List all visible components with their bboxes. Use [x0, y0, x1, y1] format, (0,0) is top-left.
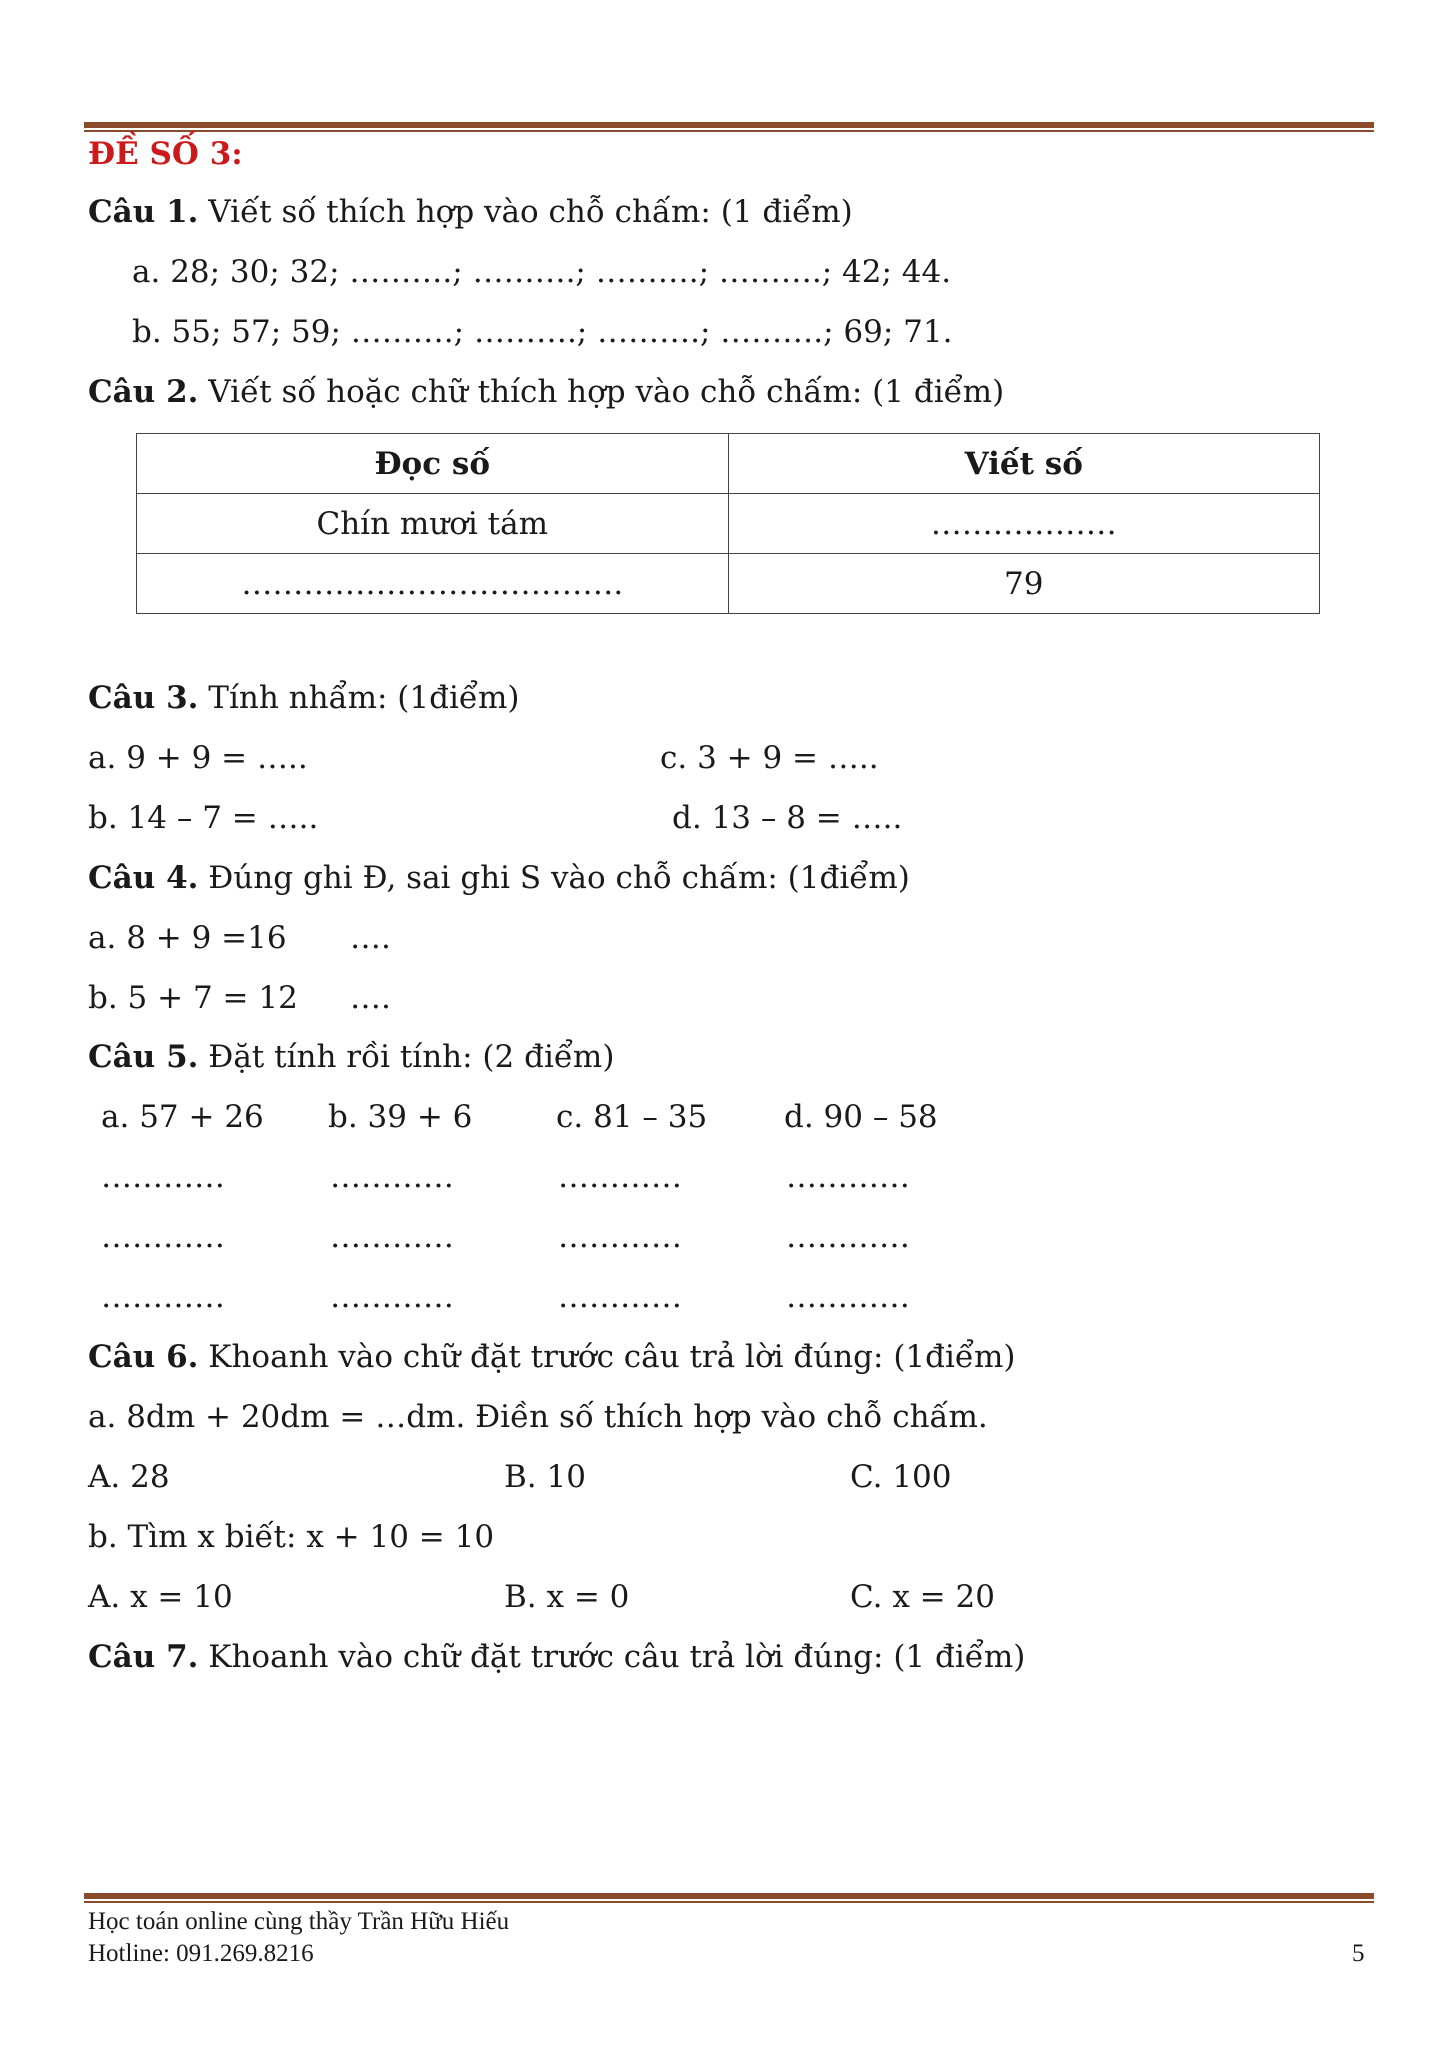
question-6 [88, 1337, 1015, 1377]
q5-item-c: c. 81 – 35 [556, 1099, 708, 1135]
table-cell: 79 [728, 554, 1320, 614]
question-5 [88, 1037, 614, 1077]
q3-item-c: c. 3 + 9 = ….. [660, 740, 879, 776]
header-rule [84, 122, 1374, 132]
work-blank: ………… [558, 1159, 682, 1195]
work-blank: ………… [558, 1219, 682, 1255]
table-row [137, 494, 1320, 554]
work-blank: ………… [558, 1279, 682, 1315]
worksheet-title: ĐỀ SỐ 3: [88, 136, 243, 172]
number-reading-table [136, 433, 1320, 614]
question-text: Đặt tính rồi tính: (2 điểm) [198, 1039, 615, 1075]
work-blank: ………… [786, 1219, 910, 1255]
work-blank: ………… [101, 1159, 225, 1195]
q4-item-b: b. 5 + 7 = 12 [88, 980, 298, 1016]
q5-item-b: b. 39 + 6 [328, 1099, 473, 1135]
question-text: Khoanh vào chữ đặt trước câu trả lời đúng: (1điểm) [198, 1339, 1016, 1375]
q6-item-a: a. 8dm + 20dm = …dm. Điền số thích hợp vào chỗ chấm. [88, 1399, 988, 1435]
table-cell: ………………………………. [137, 554, 729, 614]
question-4 [88, 858, 910, 898]
page-number: 5 [1352, 1940, 1365, 1967]
question-number: Câu 5. [88, 1039, 199, 1075]
table-header-viet-so: Viết số [728, 434, 1320, 494]
q6-b-option-a: A. x = 10 [88, 1579, 233, 1615]
q6-a-option-c: C. 100 [850, 1459, 952, 1495]
q6-a-option-a: A. 28 [88, 1459, 170, 1495]
q6-b-option-c: C. x = 20 [850, 1579, 995, 1615]
q1-item-a: a. 28; 30; 32; ……….; ……….; ……….; ……….; 42; 44. [132, 254, 952, 290]
q6-a-option-b: B. 10 [504, 1459, 586, 1495]
table-row [137, 554, 1320, 614]
q4-item-a: a. 8 + 9 =16 [88, 920, 287, 956]
question-text: Viết số hoặc chữ thích hợp vào chỗ chấm: (1 điểm) [198, 374, 1005, 410]
q3-item-b: b. 14 – 7 = ….. [88, 800, 319, 836]
question-7 [88, 1637, 1025, 1677]
table-cell: ……………… [728, 494, 1320, 554]
work-blank: ………… [330, 1219, 454, 1255]
question-text: Đúng ghi Đ, sai ghi S vào chỗ chấm: (1điểm) [198, 860, 910, 896]
question-number: Câu 1. [88, 194, 199, 230]
question-text: Viết số thích hợp vào chỗ chấm: (1 điểm) [198, 194, 853, 230]
footer-credit: Học toán online cùng thầy Trần Hữu Hiếu [88, 1908, 510, 1935]
question-number: Câu 7. [88, 1639, 199, 1675]
table-cell: Chín mươi tám [137, 494, 729, 554]
work-blank: ………… [786, 1159, 910, 1195]
footer-rule [84, 1893, 1374, 1903]
q6-b-option-b: B. x = 0 [504, 1579, 630, 1615]
footer-hotline: Hotline: 091.269.8216 [88, 1940, 314, 1967]
work-blank: ………… [330, 1279, 454, 1315]
question-number: Câu 3. [88, 680, 199, 716]
q1-item-b: b. 55; 57; 59; ……….; ……….; ……….; ……….; 69; 71. [132, 314, 953, 350]
question-2 [88, 372, 1004, 412]
q5-item-d: d. 90 – 58 [784, 1099, 938, 1135]
work-blank: ………… [101, 1279, 225, 1315]
question-text: Khoanh vào chữ đặt trước câu trả lời đúng: (1 điểm) [198, 1639, 1026, 1675]
work-blank: ………… [330, 1159, 454, 1195]
q4-answer-blank-b: …. [350, 980, 391, 1016]
question-number: Câu 6. [88, 1339, 199, 1375]
q6-item-b: b. Tìm x biết: x + 10 = 10 [88, 1519, 495, 1555]
q4-answer-blank-a: …. [350, 920, 391, 956]
question-number: Câu 4. [88, 860, 199, 896]
question-1 [88, 192, 853, 232]
work-blank: ………… [101, 1219, 225, 1255]
q5-item-a: a. 57 + 26 [101, 1099, 264, 1135]
q3-item-a: a. 9 + 9 = ….. [88, 740, 308, 776]
q3-item-d: d. 13 – 8 = ….. [672, 800, 903, 836]
work-blank: ………… [786, 1279, 910, 1315]
table-header-doc-so: Đọc số [137, 434, 729, 494]
question-3 [88, 678, 519, 718]
question-text: Tính nhẩm: (1điểm) [198, 680, 520, 716]
question-number: Câu 2. [88, 374, 199, 410]
